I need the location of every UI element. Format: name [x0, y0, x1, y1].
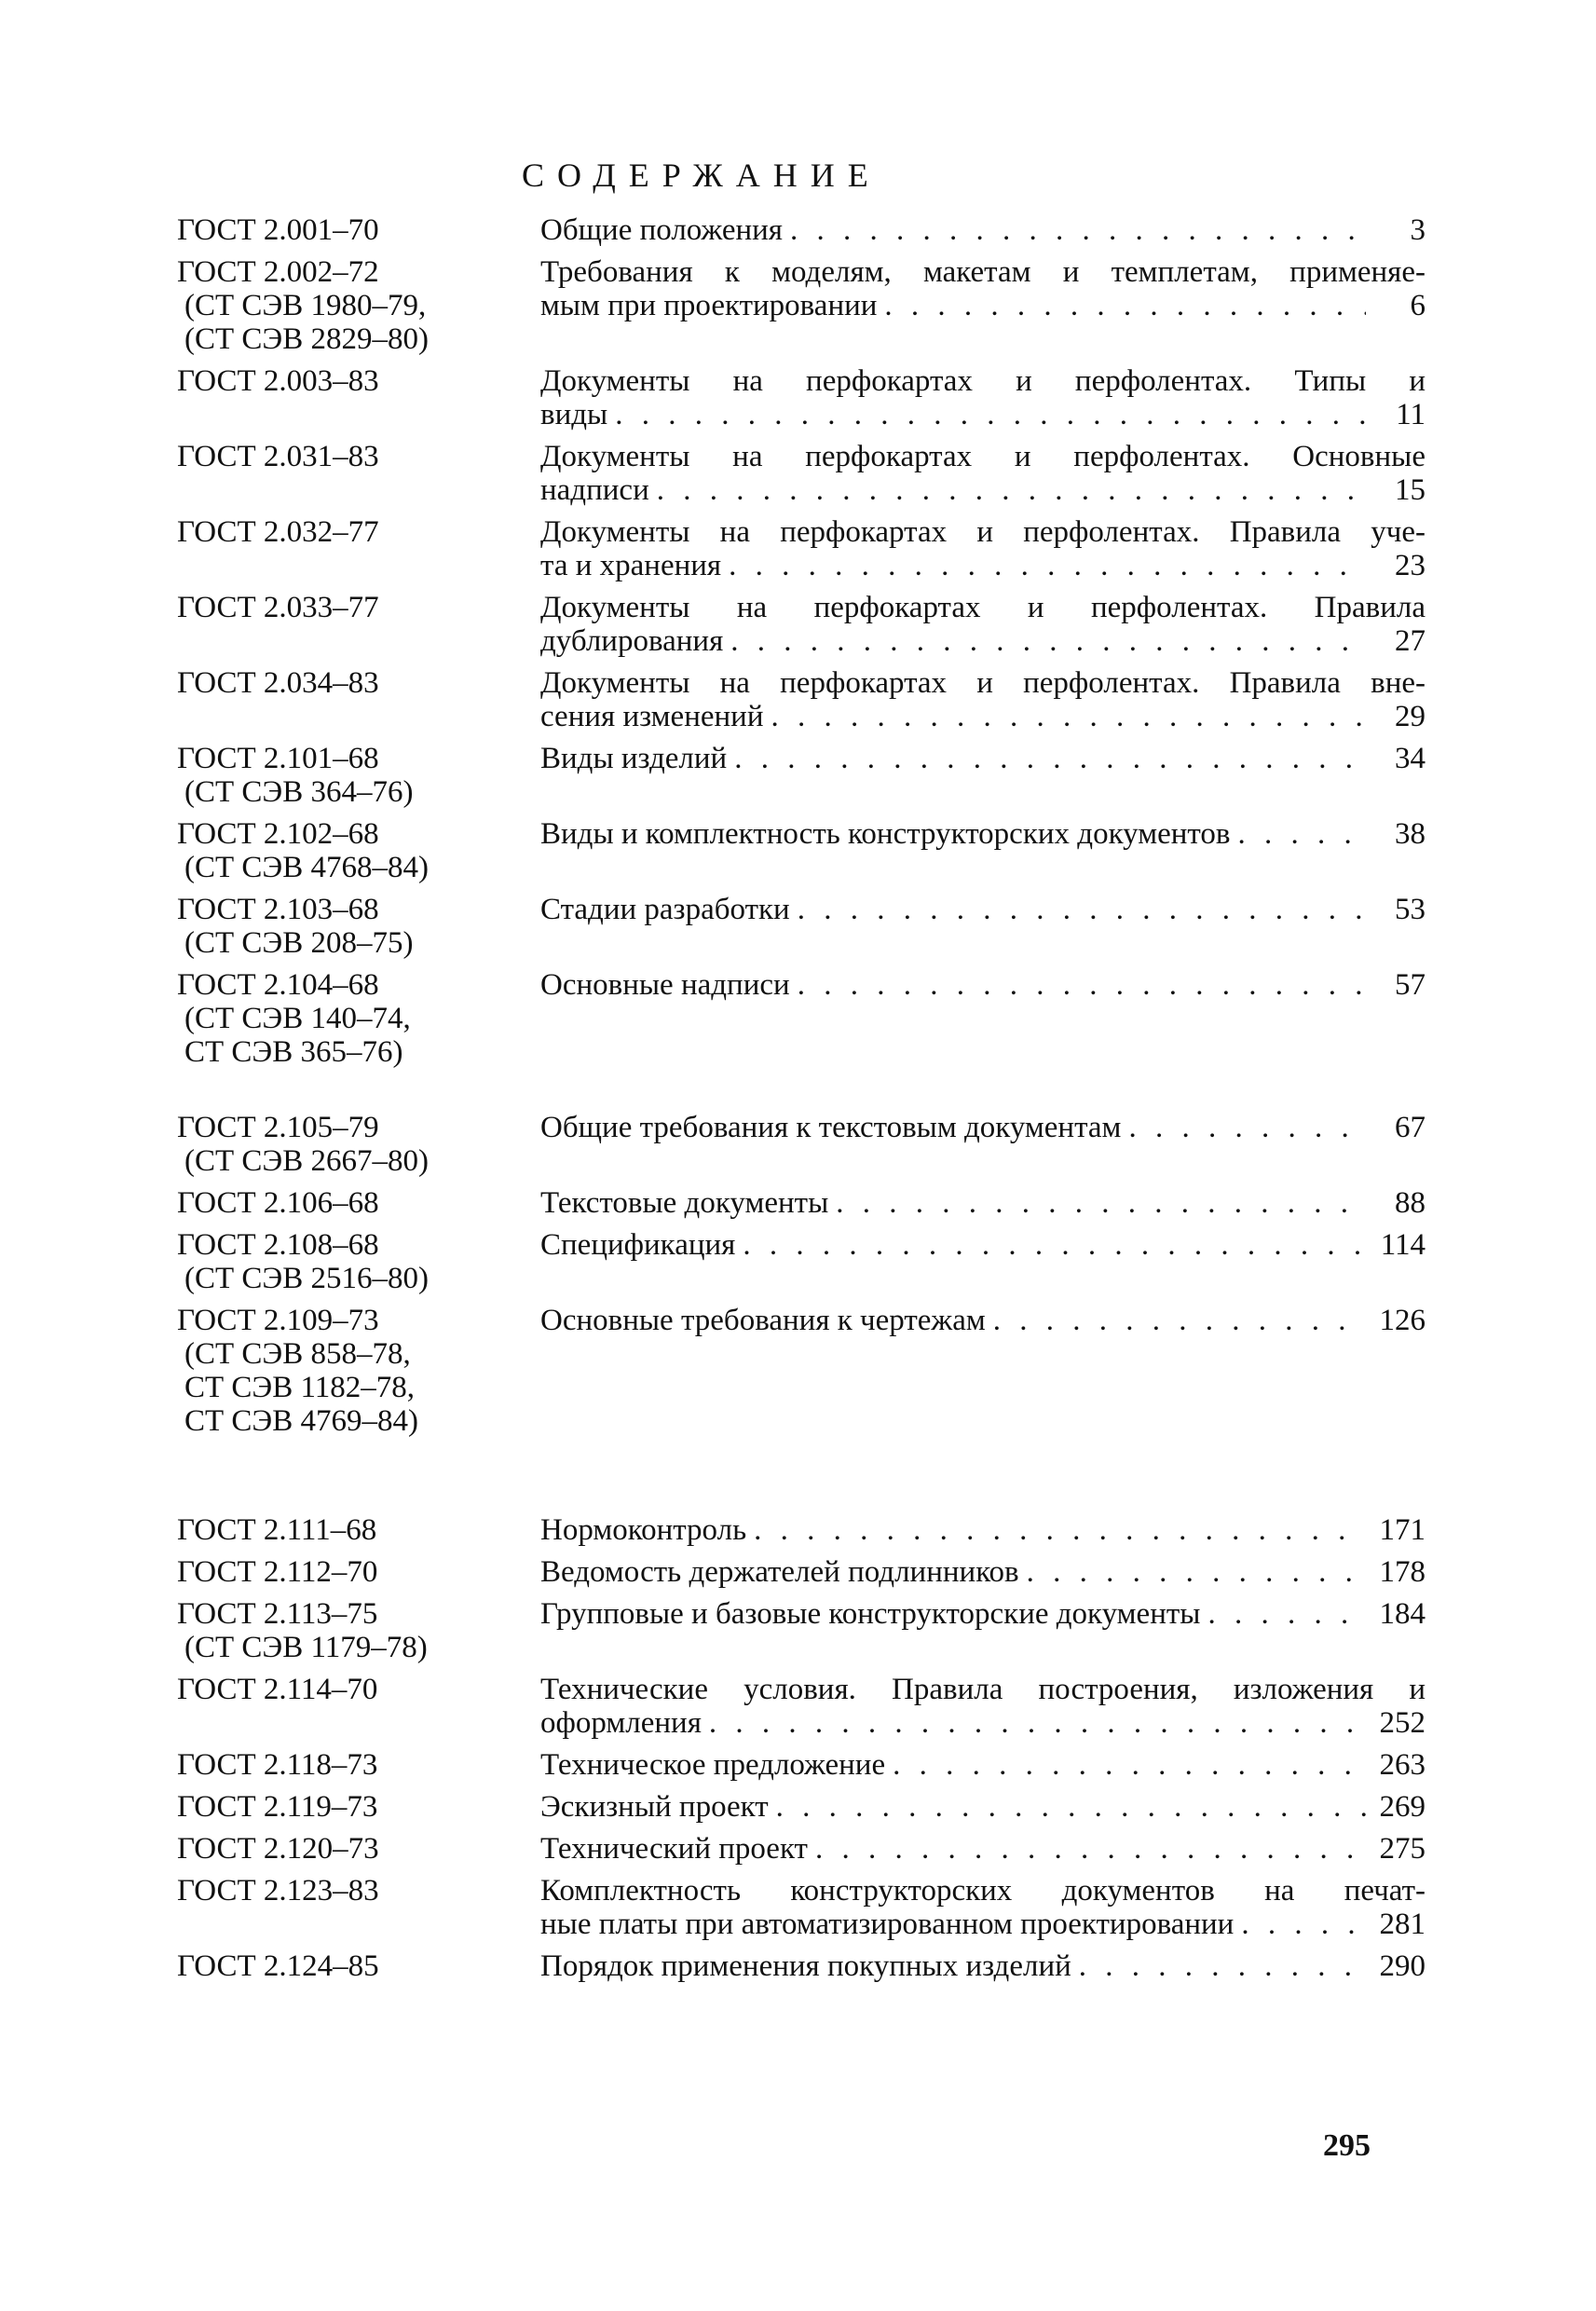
standard-designation — [177, 1673, 531, 1706]
page-reference: 11 — [1396, 398, 1425, 431]
dot-leader — [1027, 1555, 1366, 1589]
dot-leader — [734, 742, 1366, 775]
standard-code-line: ГОСТ 2.033–77 — [177, 591, 379, 624]
section-title-line: надписи — [540, 473, 649, 507]
toc-entry[interactable] — [177, 1949, 1425, 1991]
section-title — [540, 1748, 1425, 1782]
page-reference: 114 — [1380, 1228, 1425, 1262]
section-title-line: Требования к моделям, макетам и темплетам, применяе- — [540, 255, 1425, 289]
page-title: СОДЕРЖАНИЕ — [522, 157, 881, 194]
section-title-line: Нормоконтроль — [540, 1513, 747, 1547]
standard-designation — [177, 1832, 531, 1866]
section-title-line: Текстовые документы — [540, 1186, 829, 1220]
toc-entry[interactable] — [177, 515, 1425, 591]
toc-entry[interactable] — [177, 1513, 1425, 1555]
toc-entry[interactable] — [177, 440, 1425, 515]
toc-entry[interactable] — [177, 817, 1425, 893]
standard-code-line: ГОСТ 2.106–68 — [177, 1186, 379, 1220]
standard-code-line: ГОСТ 2.123–83 — [177, 1874, 379, 1908]
section-title-line: дублирования — [540, 624, 724, 658]
section-title — [540, 817, 1425, 851]
section-title — [540, 591, 1425, 658]
dot-leader — [836, 1186, 1366, 1220]
section-title-line: Документы на перфокартах и перфолентах. Правила вне- — [540, 666, 1425, 700]
standard-code-line: ГОСТ 2.124–85 — [177, 1949, 379, 1983]
standard-designation — [177, 1228, 531, 1295]
dot-leader — [776, 1790, 1366, 1824]
dot-leader — [1128, 1111, 1366, 1144]
section-title-line: Общие положения — [540, 213, 783, 247]
standard-designation — [177, 666, 531, 700]
dot-leader — [730, 624, 1366, 658]
standard-code-line: (СТ СЭВ 2829–80) — [184, 322, 429, 356]
standard-code-line: ГОСТ 2.112–70 — [177, 1555, 378, 1589]
section-title-line: Документы на перфокартах и перфолентах. Типы и — [540, 364, 1425, 398]
section-title-line: Виды и комплектность конструкторских документов — [540, 817, 1231, 851]
standard-designation — [177, 1949, 531, 1983]
standard-code-line: ГОСТ 2.114–70 — [177, 1673, 378, 1706]
standard-code-line: ГОСТ 2.118–73 — [177, 1748, 378, 1782]
page-number: 295 — [1323, 2128, 1371, 2163]
page-reference: 252 — [1379, 1706, 1425, 1740]
dot-leader — [709, 1706, 1366, 1740]
toc-entry[interactable] — [177, 1111, 1425, 1186]
dot-leader — [615, 398, 1366, 431]
section-title-line: Документы на перфокартах и перфолентах. Правила уче- — [540, 515, 1425, 549]
section-title — [540, 364, 1425, 431]
standard-designation — [177, 1186, 531, 1220]
standard-code-line: СТ СЭВ 4769–84) — [184, 1404, 418, 1438]
standard-designation — [177, 1790, 531, 1824]
dot-leader — [1207, 1597, 1366, 1631]
toc-entry[interactable] — [177, 1874, 1425, 1949]
table-of-contents — [177, 213, 1425, 1991]
standard-designation — [177, 1874, 531, 1908]
dot-leader — [993, 1304, 1366, 1337]
standard-designation — [177, 893, 531, 960]
standard-code-line: ГОСТ 2.034–83 — [177, 666, 379, 700]
standard-code-line: ГОСТ 2.104–68 — [177, 968, 379, 1002]
toc-entry[interactable] — [177, 1748, 1425, 1790]
standard-designation — [177, 213, 531, 247]
section-title — [540, 1790, 1425, 1824]
toc-entry[interactable] — [177, 1832, 1425, 1874]
standard-code-line: (СТ СЭВ 2667–80) — [184, 1144, 429, 1178]
section-title-line: та и хранения — [540, 549, 722, 582]
toc-entry[interactable] — [177, 893, 1425, 968]
section-title — [540, 1874, 1425, 1941]
dot-leader — [798, 968, 1366, 1002]
toc-entry[interactable] — [177, 213, 1425, 255]
standard-code-line: ГОСТ 2.113–75 — [177, 1597, 378, 1631]
standard-code-line: ГОСТ 2.103–68 — [177, 893, 379, 926]
toc-entry[interactable] — [177, 968, 1425, 1077]
dot-leader — [1241, 1908, 1366, 1941]
section-title — [540, 742, 1425, 775]
page-reference: 275 — [1379, 1832, 1425, 1866]
standard-code-line: (СТ СЭВ 858–78, — [184, 1337, 411, 1371]
section-title — [540, 1186, 1425, 1220]
section-title — [540, 1513, 1425, 1547]
page-reference: 6 — [1410, 289, 1425, 322]
section-title-line: Стадии разработки — [540, 893, 790, 926]
standard-designation — [177, 515, 531, 549]
standard-code-line: ГОСТ 2.105–79 — [177, 1111, 379, 1144]
standard-code-line: (СТ СЭВ 1980–79, — [184, 289, 427, 322]
dot-leader — [729, 549, 1366, 582]
section-title — [540, 1673, 1425, 1740]
section-title — [540, 1555, 1425, 1589]
standard-code-line: ГОСТ 2.120–73 — [177, 1832, 379, 1866]
page-reference: 38 — [1395, 817, 1425, 851]
page-reference: 269 — [1379, 1790, 1425, 1824]
standard-code-line: ГОСТ 2.101–68 — [177, 742, 379, 775]
standard-designation — [177, 742, 531, 809]
dot-leader — [893, 1748, 1366, 1782]
section-title-line: Ведомость держателей подлинников — [540, 1555, 1019, 1589]
standard-code-line: ГОСТ 2.003–83 — [177, 364, 379, 398]
section-title — [540, 893, 1425, 926]
section-title-line: Технические условия. Правила построения, изложения и — [540, 1673, 1425, 1706]
section-title — [540, 1304, 1425, 1337]
section-title-line: Общие требования к текстовым документам — [540, 1111, 1122, 1144]
section-title — [540, 968, 1425, 1002]
section-title — [540, 1949, 1425, 1983]
page-reference: 23 — [1395, 549, 1425, 582]
standard-code-line: ГОСТ 2.031–83 — [177, 440, 379, 473]
standard-code-line: ГОСТ 2.109–73 — [177, 1304, 379, 1337]
dot-leader — [1079, 1949, 1366, 1983]
dot-leader — [771, 700, 1367, 733]
section-title-line: виды — [540, 398, 608, 431]
standard-designation — [177, 968, 531, 1069]
page-reference: 184 — [1379, 1597, 1425, 1631]
page-reference: 178 — [1379, 1555, 1425, 1589]
section-title — [540, 666, 1425, 733]
dot-leader — [884, 289, 1366, 322]
toc-entry[interactable] — [177, 1790, 1425, 1832]
page-reference: 88 — [1395, 1186, 1425, 1220]
section-title — [540, 1228, 1425, 1262]
standard-code-line: ГОСТ 2.102–68 — [177, 817, 379, 851]
standard-designation — [177, 591, 531, 624]
section-title-line: Техническое предложение — [540, 1748, 886, 1782]
toc-entry[interactable] — [177, 742, 1425, 817]
toc-entry[interactable] — [177, 364, 1425, 440]
page-reference: 290 — [1379, 1949, 1425, 1983]
standard-designation — [177, 1513, 531, 1547]
dot-leader — [798, 893, 1366, 926]
standard-code-line: СТ СЭВ 365–76) — [184, 1035, 403, 1069]
section-title — [540, 515, 1425, 582]
standard-designation — [177, 817, 531, 884]
standard-code-line: (СТ СЭВ 1179–78) — [184, 1631, 428, 1664]
standard-code-line: (СТ СЭВ 2516–80) — [184, 1262, 429, 1295]
standard-designation — [177, 1555, 531, 1589]
section-title-line: Эскизный проект — [540, 1790, 769, 1824]
section-title-line: ные платы при автоматизированном проектировании — [540, 1908, 1235, 1941]
page-reference: 171 — [1379, 1513, 1425, 1547]
dot-leader — [657, 473, 1366, 507]
section-title — [540, 213, 1425, 247]
section-title-line: Документы на перфокартах и перфолентах. Правила — [540, 591, 1425, 624]
page-reference: 126 — [1379, 1304, 1425, 1337]
standard-code-line: (СТ СЭВ 140–74, — [184, 1002, 411, 1035]
section-title-line: Спецификация — [540, 1228, 736, 1262]
standard-designation — [177, 1111, 531, 1178]
section-title-line: Комплектность конструкторских документов на печат- — [540, 1874, 1425, 1908]
standard-code-line: (СТ СЭВ 208–75) — [184, 926, 414, 960]
toc-entry[interactable] — [177, 1597, 1425, 1673]
section-title-line: Основные требования к чертежам — [540, 1304, 986, 1337]
section-title — [540, 1832, 1425, 1866]
standard-designation — [177, 1304, 531, 1438]
section-title-line: Виды изделий — [540, 742, 728, 775]
toc-entry[interactable] — [177, 1228, 1425, 1304]
standard-code-line: ГОСТ 2.119–73 — [177, 1790, 378, 1824]
section-title-line: Документы на перфокартах и перфолентах. Основные — [540, 440, 1425, 473]
section-title-line: мым при проектировании — [540, 289, 878, 322]
dot-leader — [743, 1228, 1366, 1262]
section-title-line: Технический проект — [540, 1832, 808, 1866]
standard-code-line: ГОСТ 2.032–77 — [177, 515, 379, 549]
standard-designation — [177, 440, 531, 473]
standard-designation — [177, 1597, 531, 1664]
page-reference: 15 — [1395, 473, 1425, 507]
page-reference: 281 — [1379, 1908, 1425, 1941]
section-title-line: Основные надписи — [540, 968, 790, 1002]
section-title — [540, 440, 1425, 507]
standard-code-line: (СТ СЭВ 4768–84) — [184, 851, 429, 884]
page-reference: 34 — [1395, 742, 1425, 775]
toc-entry[interactable] — [177, 666, 1425, 742]
section-title-line: оформления — [540, 1706, 702, 1740]
toc-entry[interactable] — [177, 1304, 1425, 1446]
page-reference: 3 — [1410, 213, 1425, 247]
page-reference: 29 — [1395, 700, 1425, 733]
standard-code-line: ГОСТ 2.108–68 — [177, 1228, 379, 1262]
standard-code-line: ГОСТ 2.111–68 — [177, 1513, 377, 1547]
standard-designation — [177, 1748, 531, 1782]
page-reference: 27 — [1395, 624, 1425, 658]
standard-code-line: (СТ СЭВ 364–76) — [184, 775, 414, 809]
standard-designation — [177, 364, 531, 398]
standard-code-line: СТ СЭВ 1182–78, — [184, 1371, 416, 1404]
standard-code-line: ГОСТ 2.002–72 — [177, 255, 379, 289]
toc-entry[interactable] — [177, 1555, 1425, 1597]
toc-entry[interactable] — [177, 1673, 1425, 1748]
dot-leader — [754, 1513, 1366, 1547]
page-reference: 57 — [1395, 968, 1425, 1002]
standard-designation — [177, 255, 531, 356]
section-title-line: Порядок применения покупных изделий — [540, 1949, 1071, 1983]
toc-entry[interactable] — [177, 591, 1425, 666]
dot-leader — [790, 213, 1366, 247]
standard-code-line: ГОСТ 2.001–70 — [177, 213, 379, 247]
toc-entry[interactable] — [177, 255, 1425, 364]
toc-entry[interactable] — [177, 1186, 1425, 1228]
dot-leader — [1237, 817, 1366, 851]
page-reference: 53 — [1395, 893, 1425, 926]
page-reference: 263 — [1379, 1748, 1425, 1782]
dot-leader — [815, 1832, 1366, 1866]
section-title-line: сения изменений — [540, 700, 764, 733]
page-reference: 67 — [1395, 1111, 1425, 1144]
section-title — [540, 255, 1425, 322]
section-title — [540, 1111, 1425, 1144]
section-title — [540, 1597, 1425, 1631]
section-title-line: Групповые и базовые конструкторские документы — [540, 1597, 1201, 1631]
